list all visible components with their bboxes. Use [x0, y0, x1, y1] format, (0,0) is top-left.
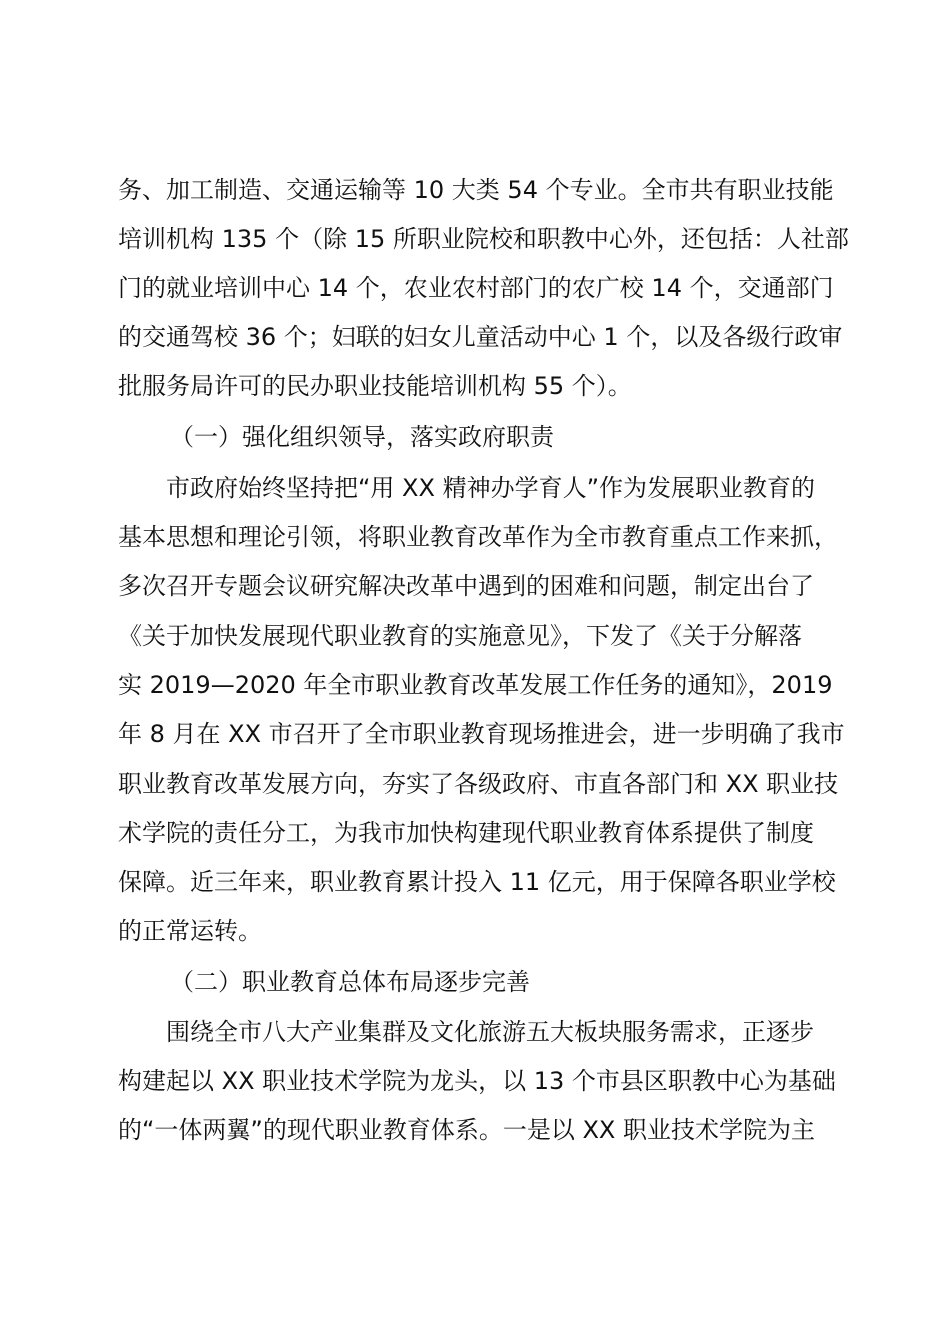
paragraph-line: 术学院的责任分工，为我市加快构建现代职业教育体系提供了制度 — [118, 819, 814, 847]
paragraph-line: 的交通驾校 36 个；妇联的妇女儿童活动中心 1 个，以及各级行政审 — [118, 323, 843, 351]
paragraph-line: 实 2019—2020 年全市职业教育改革发展工作任务的通知》，2019 — [118, 671, 833, 699]
paragraph-line: 多次召开专题会议研究解决改革中遇到的困难和问题，制定出台了 — [118, 572, 814, 600]
paragraph-line: 年 8 月在 XX 市召开了全市职业教育现场推进会，进一步明确了我市 — [118, 720, 845, 748]
paragraph-line: 的正常运转。 — [118, 917, 262, 945]
section-heading-1: （一）强化组织领导，落实政府职责 — [170, 423, 554, 451]
paragraph-line: 职业教育改革发展方向，夯实了各级政府、市直各部门和 XX 职业技 — [118, 770, 839, 798]
paragraph-line: 批服务局许可的民办职业技能培训机构 55 个）。 — [118, 372, 632, 400]
paragraph-line: 的“一体两翼”的现代职业教育体系。一是以 XX 职业技术学院为主 — [118, 1116, 816, 1144]
paragraph-line: 培训机构 135 个（除 15 所职业院校和职教中心外，还包括：人社部 — [118, 225, 849, 253]
paragraph-line: 门的就业培训中心 14 个，农业农村部门的农广校 14 个，交通部门 — [118, 274, 834, 302]
paragraph-line: 围绕全市八大产业集群及文化旅游五大板块服务需求，正逐步 — [166, 1018, 814, 1046]
paragraph-line: 基本思想和理论引领，将职业教育改革作为全市教育重点工作来抓， — [118, 523, 838, 551]
paragraph-line: 务、加工制造、交通运输等 10 大类 54 个专业。全市共有职业技能 — [118, 176, 834, 204]
paragraph-line: 《关于加快发展现代职业教育的实施意见》，下发了《关于分解落 — [118, 622, 802, 650]
section-heading-2: （二）职业教育总体布局逐步完善 — [170, 968, 530, 996]
paragraph-line: 市政府始终坚持把“用 XX 精神办学育人”作为发展职业教育的 — [166, 474, 816, 502]
paragraph-line: 保障。近三年来，职业教育累计投入 11 亿元，用于保障各职业学校 — [118, 868, 836, 896]
paragraph-line: 构建起以 XX 职业技术学院为龙头，以 13 个市县区职教中心为基础 — [118, 1067, 836, 1095]
